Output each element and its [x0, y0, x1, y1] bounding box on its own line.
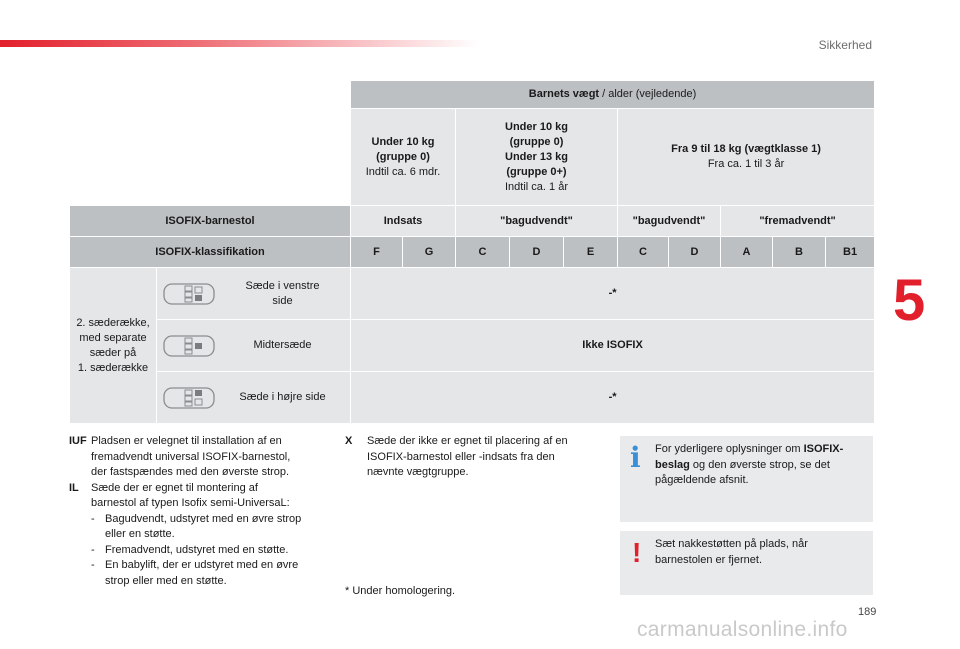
legend-il-key: IL [69, 481, 79, 494]
legend-x-key: X [345, 435, 353, 447]
class-cell: B [773, 237, 826, 268]
list-dash: - [91, 559, 95, 571]
seat-left-label-2: side [272, 294, 293, 307]
group-b-line3: Under 13 kg [505, 150, 568, 163]
info-icon: i [630, 441, 641, 474]
legend-x-line3: nævnte vægtgruppe. [367, 466, 469, 478]
watermark: carmanualsonline.info [637, 618, 848, 641]
group-a-line2: (gruppe 0) [376, 150, 430, 163]
info-text-2: og den øverste strop, se det [689, 458, 830, 471]
weight-header-rest: / alder (vejledende) [599, 88, 697, 100]
page-number: 189 [858, 606, 877, 618]
row-group-line4: 1. sæderække [77, 361, 149, 374]
class-cell: A [721, 237, 773, 268]
type-rear-facing-1: "bagudvendt" [456, 206, 618, 237]
legend-iuf-line3: der fastspændes med den øverste strop. [91, 466, 290, 478]
seat-left-value: -* [351, 268, 875, 320]
type-insert: Indsats [351, 206, 456, 237]
class-label: ISOFIX-klassifikation [70, 237, 351, 268]
car-seat-left-icon [163, 281, 215, 307]
header-accent-bar [0, 40, 480, 47]
group-a-header [351, 109, 456, 206]
class-cell: C [456, 237, 510, 268]
list-dash: - [91, 543, 95, 556]
type-forward-facing: "fremadvendt" [721, 206, 875, 237]
seat-right-value: -* [351, 372, 875, 424]
list-item-line1: En babylift, der er udstyret med en øvre [105, 559, 299, 571]
group-a-line3: Indtil ca. 6 mdr. [365, 165, 441, 178]
list-dash: - [91, 512, 95, 525]
group-b-line4: (gruppe 0+) [506, 165, 567, 178]
section-title: Sikkerhed [818, 38, 872, 52]
class-cell: C [618, 237, 669, 268]
seat-middle [157, 320, 351, 372]
list-item-line2: strop eller med en støtte. [105, 574, 227, 587]
type-rear-facing-2: "bagudvendt" [618, 206, 721, 237]
info-text-1: For yderligere oplysninger om [655, 443, 804, 455]
list-item-line1: Bagudvendt, udstyret med en øvre strop [105, 512, 302, 525]
seat-left [157, 268, 351, 320]
list-item-line2: eller en støtte. [105, 528, 175, 540]
footnote: * Under homologering. [345, 585, 456, 597]
isofix-table [69, 80, 875, 424]
seat-left-label-1: Sæde i venstre [245, 279, 320, 292]
info-box [620, 436, 873, 522]
legend-x [345, 434, 605, 481]
legend-x-line2: ISOFIX-barnestol eller -indsats fra den [367, 450, 555, 463]
warning-text-2: barnestolen er fjernet. [655, 553, 763, 566]
info-text-bold-2: beslag [655, 458, 690, 471]
group-a-line1: Under 10 kg [371, 135, 435, 148]
group-c-line1: Fra 9 til 18 kg (vægtklasse 1) [671, 143, 821, 155]
list-item-line1: Fremadvendt, udstyret med en støtte. [105, 543, 289, 556]
car-seat-middle-icon [163, 333, 215, 359]
group-c-line2: Fra ca. 1 til 3 år [707, 158, 785, 170]
legend-iuf-line1: Pladsen er velegnet til installation af en [91, 435, 282, 447]
row-group-label [70, 268, 157, 424]
class-cell: G [403, 237, 456, 268]
row-group-line3: sæder på [89, 346, 137, 359]
legend-il-line2: barnestol af typen Isofix semi-UniversaL: [91, 497, 290, 509]
warning-text-1: Sæt nakkestøtten på plads, når [655, 538, 808, 550]
info-text-3: pågældende afsnit. [655, 474, 749, 486]
legend-il-list [91, 512, 301, 590]
legend-il-line1: Sæde der er egnet til montering af [91, 481, 258, 494]
warning-box [620, 531, 873, 595]
list-item [91, 512, 301, 543]
list-item [91, 558, 301, 589]
legend-iuf-line2: fremadvendt universal ISOFIX-barnestol, [91, 450, 291, 463]
seat-right-label-1: Sæde i højre side [239, 391, 326, 403]
info-text-bold-1: ISOFIX- [803, 443, 844, 455]
list-item [91, 543, 301, 559]
class-cell: D [669, 237, 721, 268]
group-b-line2: (gruppe 0) [509, 135, 564, 148]
class-cell: B1 [826, 237, 875, 268]
legend-il [69, 481, 339, 590]
weight-header-bold: Barnets vægt [528, 88, 600, 100]
group-c-header [618, 109, 875, 206]
legend-left [69, 434, 339, 589]
legend-iuf [69, 434, 339, 481]
car-seat-right-icon [163, 385, 215, 411]
group-b-line5: Indtil ca. 1 år [505, 180, 568, 193]
warning-icon: ! [632, 537, 642, 568]
group-b-header [456, 109, 618, 206]
class-cell: D [510, 237, 564, 268]
seat-middle-value: Ikke ISOFIX [351, 320, 875, 372]
weight-header [351, 81, 875, 109]
row-group-line1: 2. sæderække, [76, 316, 150, 329]
seat-middle-label-1: Midtersæde [253, 339, 312, 351]
group-b-line1: Under 10 kg [505, 120, 568, 133]
class-cell: E [564, 237, 618, 268]
row-group-line2: med separate [79, 331, 147, 344]
type-label: ISOFIX-barnestol [70, 206, 351, 237]
legend-iuf-key: IUF [69, 435, 87, 447]
legend-x-line1: Sæde der ikke er egnet til placering af en [367, 435, 568, 447]
class-cell: F [351, 237, 403, 268]
seat-right [157, 372, 351, 424]
chapter-number: 5 [893, 268, 926, 333]
